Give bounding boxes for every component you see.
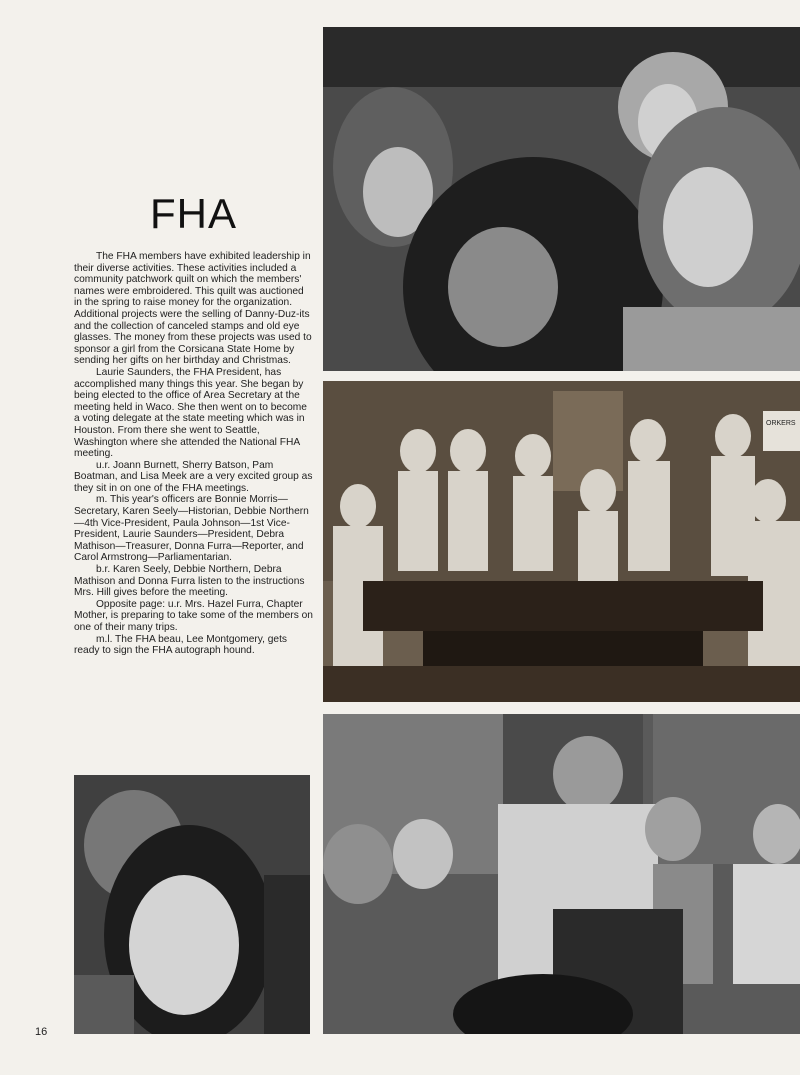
photo-chapter-mother <box>323 714 800 1034</box>
photo-students-audience <box>323 27 800 371</box>
page-title: FHA <box>150 190 237 237</box>
caption-middle-left: m.l. The FHA beau, Lee Montgomery, gets ready to sign the FHA autograph hound. <box>74 633 288 657</box>
article-body <box>74 251 314 657</box>
paragraph-intro: The FHA members have exhibited leadership in their diverse activities. These activities included a community patchwork quilt on which the members' names were embroidered. This quilt was auctioned in the spring to raise money for the organization. Additional projects were the selling of Danny-Duz-its and the collection of canceled stamps and old eye glasses. The money from these projects was used to sponsor a girl from the Corsicana State Home by sending her gifts on her birthday and Christmas. <box>74 251 312 367</box>
caption-bottom-right: b.r. Karen Seely, Debbie Northern, Debra Mathison and Donna Furra listen to the instructions Mrs. Hill gives before the meeting. <box>74 564 305 599</box>
paragraph-president: Laurie Saunders, the FHA President, has accomplished many things this year. She began by being elected to the office of Area Secretary at the meeting held in Waco. She then went on to become a voting delegate at the state meeting which was in Houston. From there she went to Seattle, Washington where she attended the National FHA meeting. <box>74 366 307 460</box>
page-number: 16 <box>35 1026 48 1038</box>
caption-opposite-page: Opposite page: u.r. Mrs. Hazel Furra, Chapter Mother, is preparing to take some of the members on one of their many trips. <box>74 598 313 633</box>
photo-members-smiling <box>74 775 310 1034</box>
photo-officers-table <box>323 381 800 702</box>
caption-upper-right: u.r. Joann Burnett, Sherry Batson, Pam Boatman, and Lisa Meek are a very excited group as they sit in on one of the FHA meetings. <box>74 459 313 494</box>
caption-middle: m. This year's officers are Bonnie Morris—Secretary, Karen Seely—Historian, Debbie Northern—4th Vice-President, Paula Johnson—1st Vice-President, Laurie Saunders—President, Debra Mathison—Treasurer, Donna Furra—Reporter, and Carol Armstrong—Parliamentarian. <box>74 494 309 564</box>
wall-sign-text: ORKERS <box>766 420 796 427</box>
